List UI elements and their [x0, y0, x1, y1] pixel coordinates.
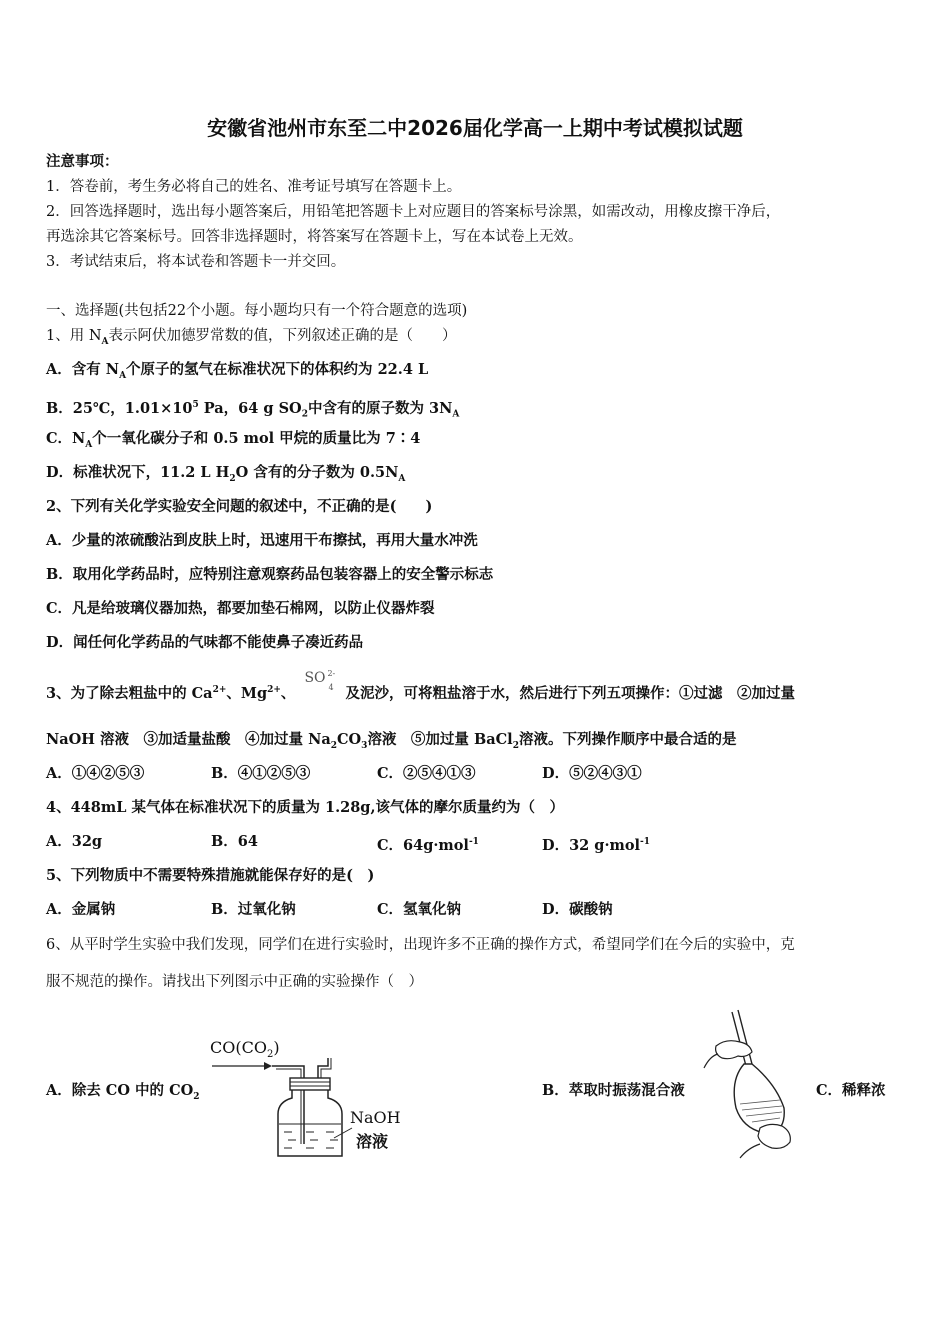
question-4-option-d: D．32 g·mol$^{-1}$ [542, 836, 651, 854]
figure-gas-label: $CO(CO_2)$ [210, 1038, 280, 1061]
question-6-option-b: B．萃取时振荡混合液 [542, 1082, 685, 1099]
question-6-stem: 6、从平时学生实验中我们发现，同学们在进行实验时，出现许多不正确的操作方式，希望同学们在今后的实验中，克 [46, 937, 795, 953]
notice-heading: 注意事项： [46, 153, 119, 170]
figure-solution-label: 溶液 [356, 1132, 389, 1151]
question-6-option-c: C．稀释浓 [816, 1082, 886, 1099]
question-3-stem: 3、为了除去粗盐中的 $Ca^{2+}$、$Mg^{2+}$、 SO 2- 4 及泥沙，可将粗盐溶于水，然后进行下列五项操作：①过滤 ②加过量 [46, 669, 796, 702]
figure-naoh-label: NaOH [350, 1108, 401, 1127]
question-5-option-d: D．碳酸钠 [542, 901, 613, 918]
question-5-option-b: B．过氧化钠 [211, 901, 296, 918]
notice-item: 再选涂其它答案标号。回答非选择题时，将答案写在答题卡上，写在本试卷上无效。 [46, 229, 583, 245]
question-5-option-c: C．氢氧化钠 [377, 901, 462, 918]
question-4-option-c: C．64g·mol$^{-1}$ [377, 836, 479, 854]
question-6-stem-continued: 服不规范的操作。请找出下列图示中正确的实验操作（ ） [46, 974, 423, 990]
question-3-option-d: D．⑤②④③① [542, 765, 642, 782]
question-4-stem: 4、448mL 某气体在标准状况下的质量为 1.28g,该气体的摩尔质量约为（ ） [46, 799, 564, 816]
question-3-options [46, 764, 906, 784]
question-1-option-c: C．$N_A$个一氧化碳分子和 0.5 mol 甲烷的质量比为 7∶4 [46, 430, 421, 450]
question-2-option-b: B．取用化学药品时，应特别注意观察药品包装容器上的安全警示标志 [46, 566, 494, 583]
question-1-option-a: A．含有 $N_A$个原子的氢气在标准状况下的体积约为 22.4 L [46, 361, 429, 381]
page-title: 安徽省池州市东至二中2026届化学高一上期中考试模拟试题 [207, 116, 743, 140]
question-5-option-a: A．金属钠 [46, 901, 116, 918]
gas-washing-bottle-figure [206, 1036, 426, 1166]
notice-item: 3．考试结束后，将本试卷和答题卡一并交回。 [46, 254, 346, 270]
question-3-option-b: B．④①②⑤③ [211, 765, 311, 782]
question-4-options [46, 832, 906, 852]
notice-item: 2．回答选择题时，选出每小题答案后，用铅笔把答题卡上对应题目的答案标号涂黑，如需改动，用橡皮擦干净后， [46, 204, 781, 220]
question-4-option-a: A．32g [46, 833, 103, 850]
separatory-funnel-figure [700, 1008, 800, 1160]
question-2-stem: 2、下列有关化学实验安全问题的叙述中，不正确的是( ) [46, 498, 433, 515]
notice-item: 1．答卷前，考生务必将自己的姓名、准考证号填写在答题卡上。 [46, 179, 462, 195]
question-3-option-a: A．①④②⑤③ [46, 765, 145, 782]
question-5-options [46, 900, 906, 920]
question-2-option-a: A．少量的浓硫酸沾到皮肤上时，迅速用干布擦拭，再用大量水冲洗 [46, 532, 478, 549]
sulfate-ion: SO 2- 4 [304, 669, 336, 692]
question-3-stem-continued: NaOH 溶液 ③加适量盐酸 ④加过量 $Na_2CO_3$溶液 ⑤加过量 BaCl$_2$溶液。下列操作顺序中最合适的是 [46, 731, 737, 751]
section-heading: 一、选择题(共包括22个小题。每小题均只有一个符合题意的选项) [46, 303, 468, 319]
separatory-funnel-drawing [700, 1008, 800, 1160]
question-6-option-a: A．除去 CO 中的 $CO_2$ [46, 1082, 200, 1102]
question-2-option-d: D．闻任何化学药品的气味都不能使鼻子凑近药品 [46, 634, 364, 651]
question-5-stem: 5、下列物质中不需要特殊措施就能保存好的是( ) [46, 867, 375, 884]
question-1-option-d: D．标准状况下，11.2 L $H_2O$ 含有的分子数为 $0.5N_A$ [46, 464, 406, 484]
question-1-stem: 1、用 $N_A$表示阿伏加德罗常数的值，下列叙述正确的是（ ） [46, 328, 457, 347]
question-4-option-b: B．64 [211, 833, 258, 850]
gas-washing-bottle-drawing [206, 1036, 426, 1166]
question-1-option-b: B．25℃，$1.01\times 10^5$ Pa，64 g $SO_2$中含有的原子数为 $3N_A$ [46, 399, 460, 420]
question-3-option-c: C．②⑤④①③ [377, 765, 476, 782]
question-2-option-c: C．凡是给玻璃仪器加热，都要加垫石棉网，以防止仪器炸裂 [46, 600, 435, 617]
